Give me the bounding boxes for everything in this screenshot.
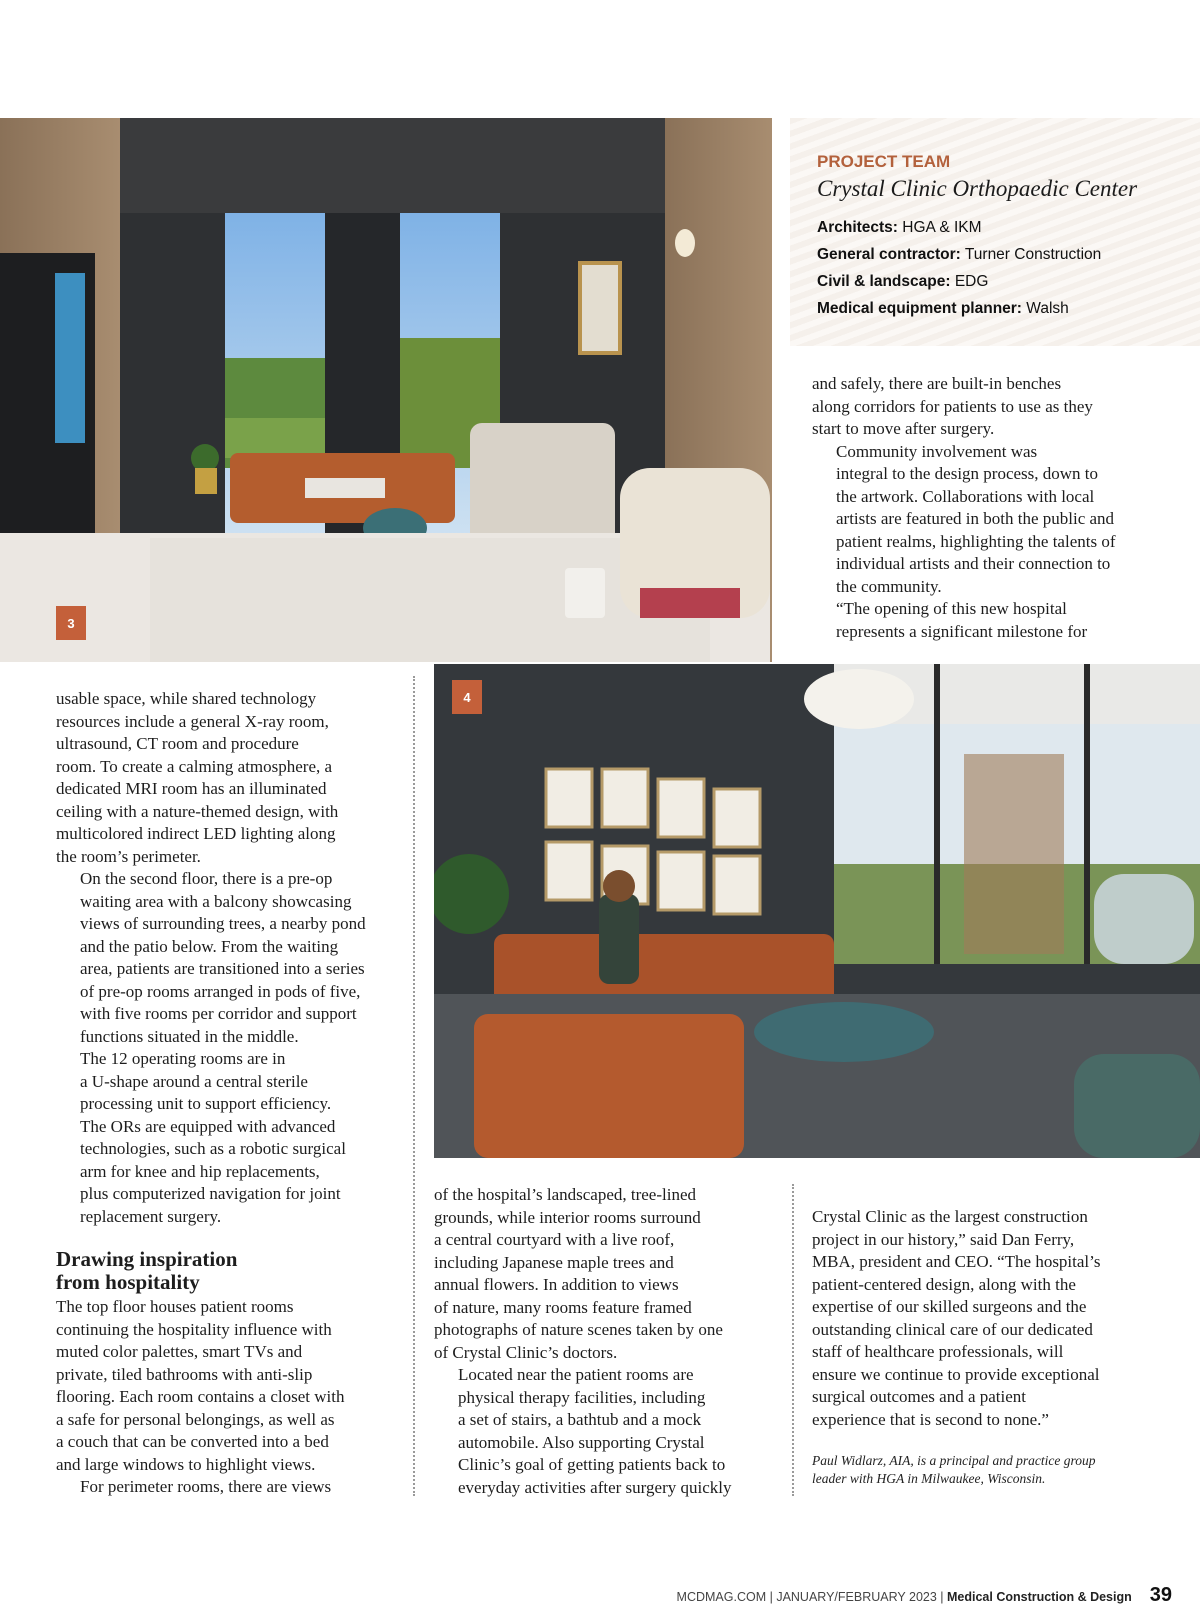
right-column-top [812,373,1172,643]
text-line: of the hospital’s landscaped, tree-lined [434,1185,696,1204]
text-line: surgical outcomes and a patient [812,1387,1027,1406]
text-line: of nature, many rooms feature framed [434,1297,692,1317]
subhead-line: from hospitality [56,1270,200,1294]
text-line: room. To create a calming atmosphere, a [56,756,333,776]
text-line: functions situated in the middle. [80,1026,299,1046]
member-role: Architects: [817,219,898,236]
footer-publication: Medical Construction & Design [947,1590,1132,1604]
team-member [817,241,1101,268]
paragraph [812,373,1172,441]
text-line: and safely, there are built-in benches [812,374,1062,393]
figure-number-3: 3 [56,606,86,640]
member-role: General contractor: [817,246,961,263]
paragraph [812,1206,1182,1431]
paragraph [56,688,401,868]
text-line: Clinic’s goal of getting patients back to [458,1455,726,1474]
paragraph [812,598,1172,643]
text-line: a U-shape around a central sterile [80,1071,308,1091]
text-line: The top floor houses patient rooms [56,1297,294,1316]
text-line: a safe for personal belongings, as well as [56,1409,335,1429]
text-line: views of surrounding trees, a nearby pond [80,914,366,933]
paragraph [56,1476,401,1499]
text-line: resources include a general X-ray room, [56,711,329,731]
team-member-list [817,214,1101,322]
text-line: area, patients are transitioned into a series [80,959,365,978]
text-line: experience that is second to none.” [812,1409,1049,1429]
text-line: of pre-op rooms arranged in pods of five, [80,981,361,1001]
section-subhead [56,1248,401,1294]
text-line: continuing the hospitality influence with [56,1319,332,1339]
author-line: leader with HGA in Milwaukee, Wisconsin. [812,1471,1046,1486]
patient-room-photo [0,118,772,662]
member-name: EDG [954,273,989,290]
text-line: physical therapy facilities, including [458,1387,706,1407]
text-line: represents a significant milestone for [836,621,1088,641]
text-line: technologies, such as a robotic surgical [80,1139,346,1158]
text-line: ceiling with a nature-themed design, with [56,801,339,821]
text-line: The 12 operating rooms are in [80,1049,286,1068]
text-line: patient-centered design, along with the [812,1274,1076,1294]
member-role: Civil & landscape: [817,273,951,290]
text-line: waiting area with a balcony showcasing [80,891,352,911]
text-line: annual flowers. In addition to views [434,1275,679,1294]
text-line: flooring. Each room contains a closet with [56,1387,345,1406]
text-line: grounds, while interior rooms surround [434,1207,701,1227]
text-line: project in our history,” said Dan Ferry, [812,1229,1075,1249]
text-line: artists are featured in both the public and [836,509,1115,528]
column-divider [413,676,415,1496]
text-line: dedicated MRI room has an illuminated [56,779,327,798]
text-line: usable space, while shared technology [56,689,317,708]
team-member [817,214,1101,241]
text-line: plus computerized navigation for joint [80,1184,341,1203]
paragraph [434,1364,784,1499]
team-member [817,268,1101,295]
text-line: arm for knee and hip replacements, [80,1161,320,1181]
member-name: Turner Construction [964,246,1102,263]
text-line: of Crystal Clinic’s doctors. [434,1342,618,1362]
text-line: outstanding clinical care of our dedicated [812,1319,1093,1339]
text-line: integral to the design process, down to [836,464,1099,483]
right-column-bottom [812,1206,1182,1431]
text-line: Community involvement was [836,441,1038,461]
project-name: Crystal Clinic Orthopaedic Center [817,176,1138,201]
text-line: the community. [836,576,942,596]
column-divider [792,1184,794,1496]
text-line: MBA, president and CEO. “The hospital’s [812,1252,1101,1271]
middle-column [434,1184,784,1499]
text-line: multicolored indirect LED lighting along [56,824,336,843]
text-line: and the patio below. From the waiting [80,936,339,956]
page-number: 39 [1149,1584,1172,1606]
text-line: processing unit to support efficiency. [80,1094,332,1113]
team-member [817,295,1101,322]
paragraph [56,868,401,1048]
paragraph [56,1296,401,1476]
patient-room-illustration [0,118,772,662]
text-line: everyday activities after surgery quickly [458,1477,732,1497]
text-line: “The opening of this new hospital [836,599,1067,618]
text-line: including Japanese maple trees and [434,1252,674,1272]
text-line: private, tiled bathrooms with anti-slip [56,1364,313,1384]
text-line: muted color palettes, smart TVs and [56,1342,303,1361]
text-line: staff of healthcare professionals, will [812,1342,1064,1361]
text-line: ensure we continue to provide exceptional [812,1364,1100,1384]
text-line: expertise of our skilled surgeons and the [812,1297,1087,1316]
text-line: a set of stairs, a bathtub and a mock [458,1410,702,1429]
waiting-area-photo [434,664,1200,1158]
text-line: start to move after surgery. [812,419,995,438]
project-team-sidebar [790,118,1200,346]
member-name: Walsh [1026,300,1069,317]
text-line: and large windows to highlight views. [56,1454,316,1474]
text-line: On the second floor, there is a pre-op [80,869,333,888]
subhead-line: Drawing inspiration [56,1247,238,1271]
text-line: with five rooms per corridor and support [80,1004,357,1023]
text-line: For perimeter rooms, there are views [80,1477,332,1496]
text-line: The ORs are equipped with advanced [80,1116,336,1136]
text-line: a central courtyard with a live roof, [434,1230,675,1249]
figure-number-4: 4 [452,680,482,714]
text-line: the artwork. Collaborations with local [836,486,1095,506]
author-bio [812,1452,1172,1488]
text-line: Located near the patient rooms are [458,1365,694,1384]
text-line: ultrasound, CT room and procedure [56,734,299,753]
page-footer [677,1584,1172,1607]
member-role: Medical equipment planner: [817,300,1022,317]
member-name: HGA & IKM [902,219,982,236]
left-column [56,688,401,1499]
text-line: photographs of nature scenes taken by one [434,1320,723,1339]
text-line: Crystal Clinic as the largest construction [812,1207,1088,1226]
text-line: along corridors for patients to use as they [812,396,1093,416]
text-line: patient realms, highlighting the talents of [836,531,1116,551]
text-line: the room’s perimeter. [56,846,201,866]
text-line: individual artists and their connection to [836,554,1111,573]
author-line: Paul Widlarz, AIA, is a principal and practice group [812,1453,1096,1468]
text-line: automobile. Also supporting Crystal [458,1432,705,1452]
paragraph [56,1048,401,1228]
text-line: replacement surgery. [80,1206,222,1226]
text-line: a couch that can be converted into a bed [56,1432,329,1451]
paragraph [812,441,1172,599]
footer-site: MCDMAG.COM | JANUARY/FEBRUARY 2023 | [676,1590,947,1604]
sidebar-label: PROJECT TEAM [817,152,951,171]
paragraph [434,1184,784,1364]
waiting-area-illustration [434,664,1200,1158]
